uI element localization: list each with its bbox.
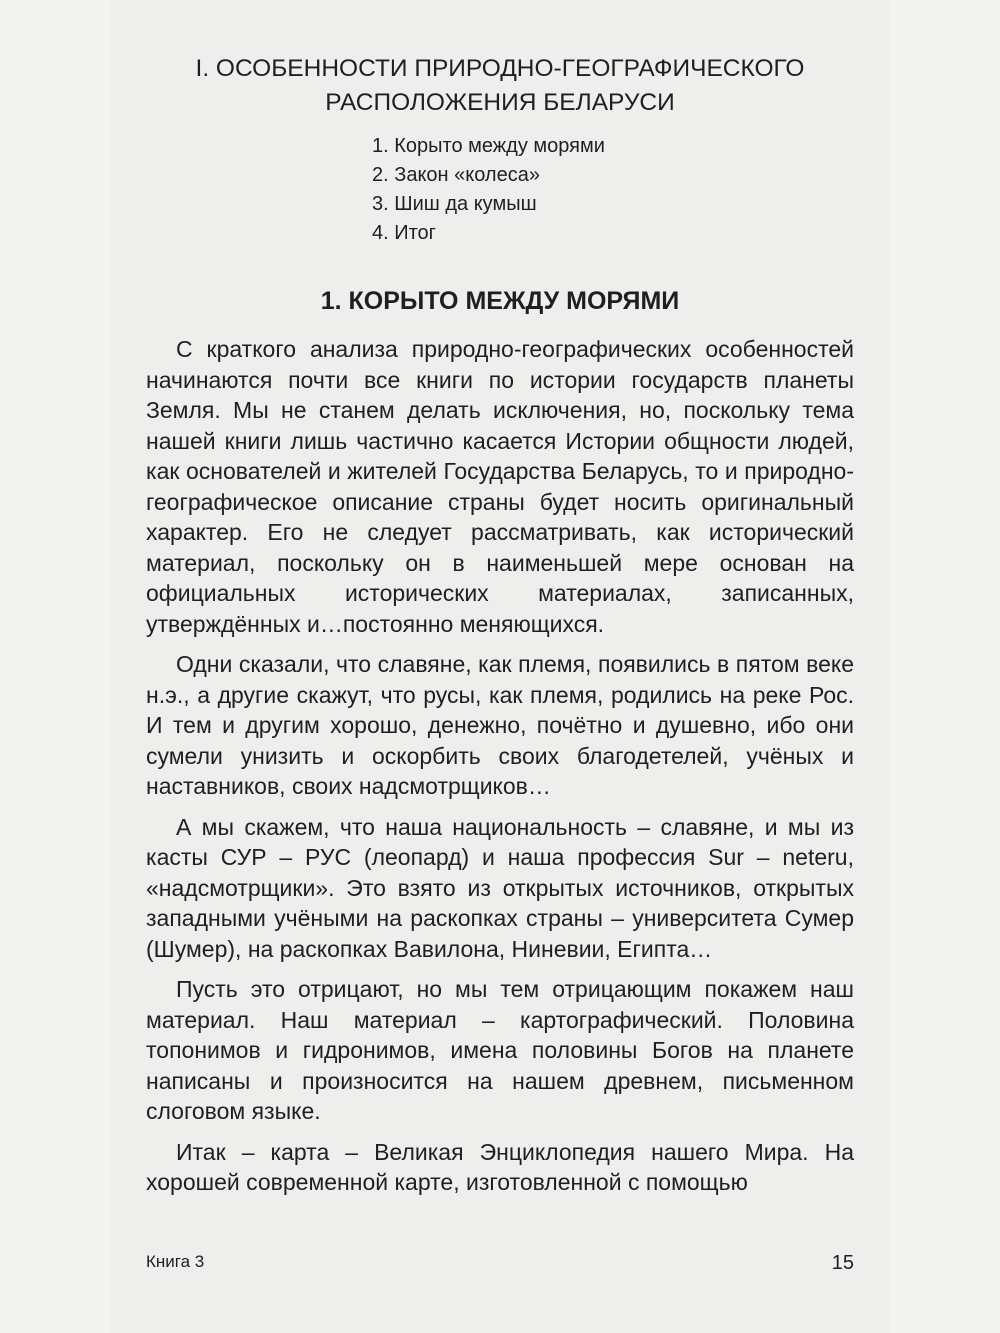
book-page xyxy=(110,0,890,1333)
body-text xyxy=(146,334,854,1198)
paragraph: Одни сказали, что славяне, как племя, появились в пятом веке н.э., а другие скажут, что русы, как племя, родились на реке Рос. И тем и другим хорошо, денежно, почётно и душевно, ибо они сумели унизить и оскорбить своих благодетелей, учёных и наставников, своих надсмотрщиков… xyxy=(146,651,854,799)
page-footer xyxy=(146,1252,854,1282)
chapter-title-line-1: I. ОСОБЕННОСТИ ПРИРОДНО-ГЕОГРАФИЧЕСКОГО xyxy=(195,55,805,82)
paragraph: С краткого анализа природно-географических особенностей начинаются почти все книги по истории государств планеты Земля. Мы не станем делать исключения, но, поскольку тема нашей книги лишь частично касается Истории общности людей, как основателей и жителей Государства Беларусь, то и природно-географическое описание страны будет носить оригинальный характер. Его не следует рассматривать, как исторический материал, поскольку он в наименьшей мере основан на официальных исторических материалах, записанных, утверждённых и…постоянно меняющихся. xyxy=(146,336,854,637)
page-number: 15 xyxy=(831,1252,854,1274)
table-of-contents xyxy=(146,132,854,248)
chapter-title xyxy=(146,52,854,120)
paragraph: А мы скажем, что наша национальность – славяне, и мы из касты СУР – РУС (леопард) и наша профессия Sur – neteru, «надсмотрщики». Это взято из открытых источников, открытых западными учёными на раскопках страны – университета Сумер (Шумер), на раскопках Вавилона, Ниневии, Египта… xyxy=(146,813,854,962)
toc-item: 1. Корыто между морями xyxy=(372,135,605,157)
toc-item: 2. Закон «колеса» xyxy=(372,164,540,186)
paragraph: Итак – карта – Великая Энциклопедия нашего Мира. На хорошей современной карте, изготовленной с помощью xyxy=(146,1138,854,1195)
paragraph: Пусть это отрицают, но мы тем отрицающим покажем наш материал. Наш материал – картографический. Половина топонимов и гидронимов, имена половины Богов на планете написаны и произносится на нашем древнем, письменном слоговом языке. xyxy=(146,976,854,1124)
toc-item: 4. Итог xyxy=(372,222,436,244)
chapter-title-line-2: РАСПОЛОЖЕНИЯ БЕЛАРУСИ xyxy=(325,89,675,116)
section-title: 1. КОРЫТО МЕЖДУ МОРЯМИ xyxy=(320,287,680,315)
toc-item: 3. Шиш да кумыш xyxy=(372,193,537,215)
book-label: Книга 3 xyxy=(146,1252,205,1271)
